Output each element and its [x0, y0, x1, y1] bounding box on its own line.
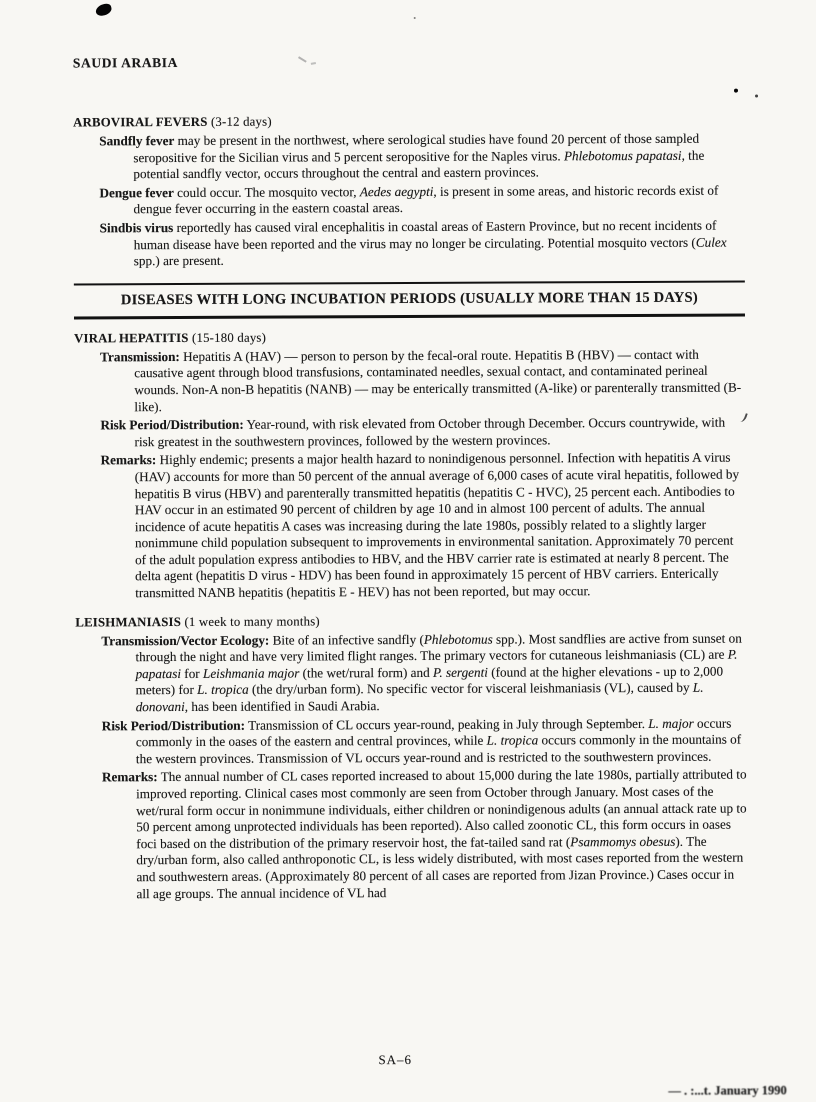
scan-artifact-blob — [95, 3, 113, 18]
long-incubation-divider — [74, 280, 745, 319]
divider-rule-top — [74, 280, 745, 285]
paragraph-hepatitis-risk-period: Risk Period/Distribution: Year-round, with risk elevated from October through December. Occurs countrywide, with risk greatest in the southwestern provinces, followed by the western provinces. — [100, 414, 726, 449]
section-arboviral-fevers — [73, 113, 745, 271]
section-heading-viral-hepatitis: VIRAL HEPATITIS (15-180 days) — [74, 330, 267, 346]
paragraph-leishmaniasis-risk-period: Risk Period/Distribution: Transmission of CL occurs year-round, peaking in July through September. L. major occurs commonly in the oases of the eastern and central provinces, while L. tropica occurs commonly in the mountains of the western provinces. Transmission of VL occurs year-round and is restricted to the southwestern provinces. — [101, 715, 742, 767]
paragraph-leishmaniasis-transmission: Transmission/Vector Ecology: Bite of an infective sandfly (Phlebotomus spp.). Most sandflies are active from sunset on through the night and have very limited flight ranges. The primary vectors for cutaneous leishmaniasis (CL) are P. papatasi for Leishmania major (the wet/rural form) and P. sergenti (found at the higher elevations - up to 2,000 meters) for L. tropica (the dry/urban form). No specific vector for visceral leishmaniasis (VL), caused by L. donovani, has been identified in Saudi Arabia. — [101, 630, 742, 715]
paragraph-hepatitis-remarks: Remarks: Highly endemic; presents a major health hazard to nonindigenous personnel. Infection with hepatitis A virus (HAV) accounts for more than 50 percent of the annual average of 6,000 cases of acute viral hepatitis, followed by hepatitis B virus (HBV) and parenterally transmitted hepatitis (hepatitis C - HVC), 25 percent each. Antibodies to HAV occur in an estimated 90 percent of children by age 10 and in almost 100 percent of adults. The annual incidence of acute hepatitis A cases was increasing during the late 1980s, possibly related to a slightly larger nonimmune child population subsequent to improvements in environmental sanitation. Approximately 70 percent of the adult population express antibodies to HBV, and the HBV carrier rate is estimated at nearly 8 percent. The delta agent (hepatitis D virus - HDV) has been found in approximately 15 percent of HBV carriers. Enterically transmitted NANB hepatitis (hepatitis E - HEV) has not been reported, but may occur. — [100, 449, 740, 601]
section-viral-hepatitis — [74, 328, 746, 602]
paragraph-hepatitis-transmission: Transmission: Hepatitis A (HAV) — person to person by the fecal-oral route. Hepatitis B (HBV) — contact with causative agent through blood transfusions, contaminated needles, sexual contact, and contaminated perineal wounds. Non-A non-B hepatitis (NANB) — may be enterically transmitted (A-like) or parenterally transmitted (B-like). — [100, 346, 742, 414]
divider-rule-bottom — [74, 313, 745, 319]
paragraph-leishmaniasis-remarks: Remarks: The annual number of CL cases reported increased to about 15,000 during the late 1980s, partially attributed to improved reporting. Clinical cases most commonly are seen from October through January. Most cases of the wet/rural form occur in nonimmune individuals, either children or nonindigenous adults (an annual attack rate up to 50 percent among unprotected individuals has been reported). Also called zoonotic CL, this form occurs in oases foci based on the distribution of the primary reservoir host, the fat-tailed sand rat (Psammomys obesus). The dry/urban form, also called anthroponotic CL, is less widely distributed, with most cases reported from the western and southwestern areas. (Approximately 80 percent of all cases are reported from Jizan Province.) Cases occur in all age groups. The annual incidence of VL had — [101, 766, 747, 901]
page-number: SA–6 — [378, 1051, 413, 1068]
scan-artifact-dot — [414, 17, 416, 19]
paragraph-sandfly-fever: Sandfly fever may be present in the northwest, where serological studies have found 20 percent of those sampled seropositive for the Sicilian virus and 5 percent seropositive for the Naples virus. Phlebotomus papatasi, the potential sandfly vector, occurs throughout the central and eastern provinces. — [99, 130, 705, 182]
section-heading-leishmaniasis: LEISHMANIASIS (1 week to many months) — [75, 614, 320, 630]
section-heading-arboviral-fevers: ARBOVIRAL FEVERS (3-12 days) — [73, 114, 272, 130]
paragraph-sindbis-virus: Sindbis virus reportedly has caused viral encephalitis in coastal areas of Eastern Province, but no recent incidents of human disease have been reported and the virus may no longer be circulating. Potential mosquito vectors (Culex spp.) are present. — [99, 217, 727, 269]
scan-artifact-dot — [734, 89, 738, 93]
divider-title: DISEASES WITH LONG INCUBATION PERIODS (USUALLY MORE THAN 15 DAYS) — [120, 289, 698, 309]
country-header: SAUDI ARABIA — [72, 54, 179, 71]
section-leishmaniasis — [75, 612, 747, 902]
cut-off-footer-note: — . :...t. January 1990 — [668, 1083, 787, 1098]
paragraph-dengue-fever: Dengue fever could occur. The mosquito vector, Aedes aegypti, is present in some areas, and historic records exist of dengue fever occurring in the eastern coastal areas. — [99, 182, 719, 217]
scan-artifact-dot — [755, 94, 758, 97]
